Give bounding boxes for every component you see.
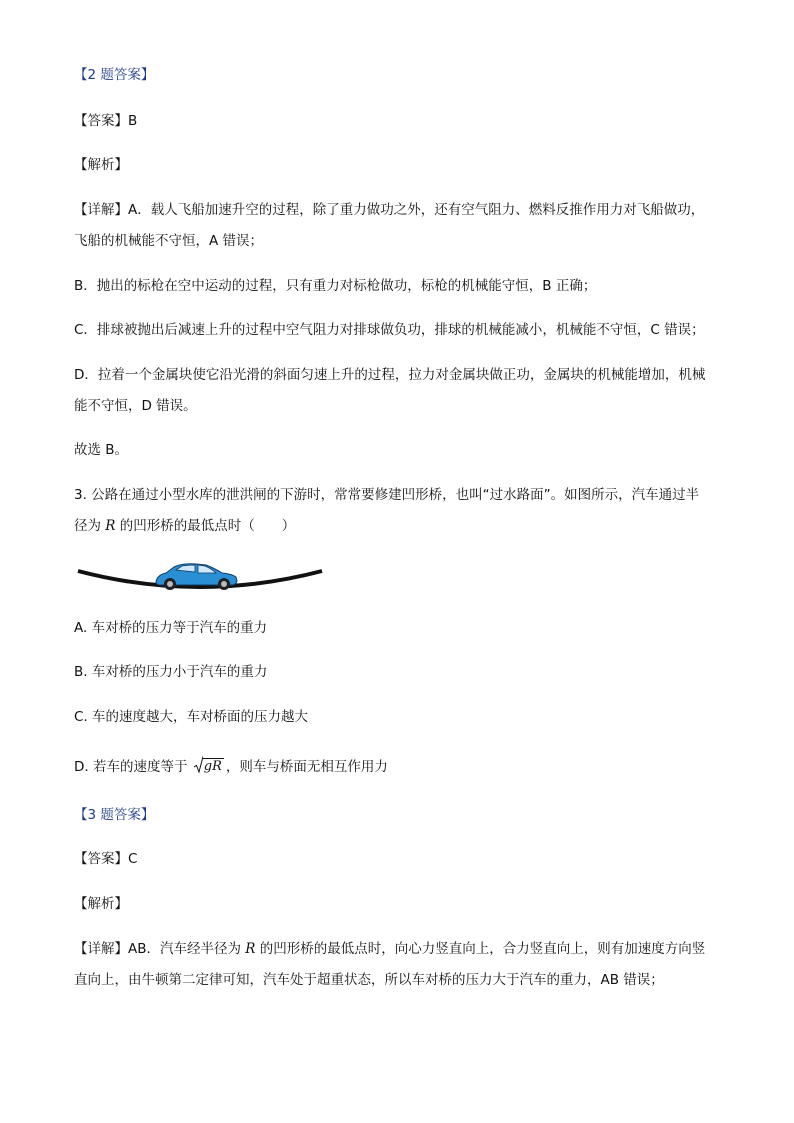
q2-detail-b: B．抛出的标枪在空中运动的过程，只有重力对标枪做功，标枪的机械能守恒，B 正确； xyxy=(74,278,597,294)
q3-option-c: C. 车的速度越大，车对桥面的压力越大 xyxy=(74,709,309,725)
q3-stem-pre: 径为 xyxy=(74,518,106,534)
q3-stem-post: 的凹形桥的最低点时（ ） xyxy=(115,518,296,534)
concave-bridge-figure xyxy=(74,555,330,595)
sqrt-radicand: gR xyxy=(203,759,222,774)
radical-sign-icon xyxy=(194,756,203,774)
q2-answer-heading: 【2 题答案】 xyxy=(74,67,155,83)
q3-stem-variable: R xyxy=(105,518,116,534)
q3-option-a: A. 车对桥的压力等于汽车的重力 xyxy=(74,620,268,636)
q3-option-b: B. 车对桥的压力小于汽车的重力 xyxy=(74,664,268,680)
q3-detail-variable: R xyxy=(245,941,256,957)
q2-detail-d-1: D．拉着一个金属块使它沿光滑的斜面匀速上升的过程，拉力对金属块做正功，金属块的机械能增加，机械 xyxy=(74,367,706,383)
q2-detail-d-2: 能不守恒，D 错误。 xyxy=(74,398,197,414)
q3-answer-heading: 【3 题答案】 xyxy=(74,807,155,823)
q3-analysis-heading: 【解析】 xyxy=(74,896,128,912)
q2-detail-c: C．排球被抛出后减速上升的过程中空气阻力对排球做负功，排球的机械能减小，机械能不守恒，C 错误； xyxy=(74,322,705,338)
q2-detail-line-1: 【详解】A．载人飞船加速升空的过程，除了重力做功之外，还有空气阻力、燃料反推作用力对飞船做功， xyxy=(74,202,705,218)
q2-answer-line: 【答案】B xyxy=(74,113,138,129)
q3-option-d xyxy=(74,756,724,776)
q3-stem-line-1: 3. 公路在通过小型水库的泄洪闸的下游时，常常要修建凹形桥，也叫“过水路面”。如图所示，汽车通过半 xyxy=(74,487,700,503)
sqrt-expression xyxy=(194,756,224,774)
q2-conclusion: 故选 B。 xyxy=(74,442,129,458)
q3-stem-line-2 xyxy=(74,517,724,535)
q3-option-d-pre: D. 若车的速度等于 xyxy=(74,759,192,775)
q3-detail-line-2: 直向上，由牛顿第二定律可知，汽车处于超重状态，所以车对桥的压力大于汽车的重力，AB 错误； xyxy=(74,972,664,988)
q3-detail-line-1 xyxy=(74,940,724,958)
q2-analysis-heading: 【解析】 xyxy=(74,157,128,173)
q2-detail-line-2: 飞船的机械能不守恒，A 错误； xyxy=(74,233,264,249)
q3-answer-line: 【答案】C xyxy=(74,851,138,867)
q3-option-d-post: ，则车与桥面无相互作用力 xyxy=(225,759,388,775)
bridge-car-illustration xyxy=(74,555,330,595)
q3-detail-post: 的凹形桥的最低点时，向心力竖直向上，合力竖直向上，则有加速度方向竖 xyxy=(255,941,706,957)
q3-detail-pre: 【详解】AB．汽车经半径为 xyxy=(74,941,246,957)
